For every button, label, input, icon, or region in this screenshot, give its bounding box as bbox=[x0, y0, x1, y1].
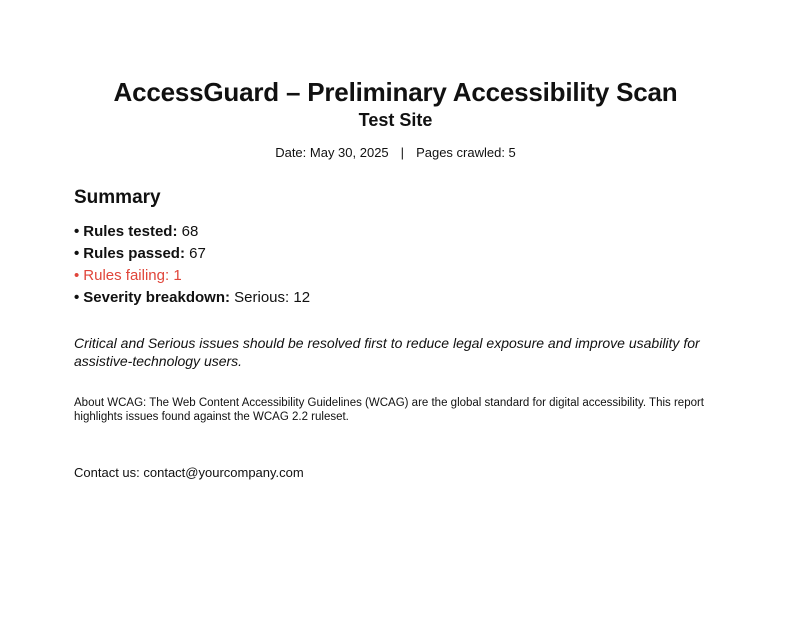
scan-date: Date: May 30, 2025 bbox=[275, 145, 389, 160]
summary-item-rules-failing bbox=[74, 265, 310, 287]
summary-item-label: Severity breakdown: bbox=[83, 289, 230, 306]
summary-item-value: 67 bbox=[189, 245, 206, 262]
summary-item-value: Serious: 12 bbox=[234, 289, 311, 306]
summary-item-label: Rules failing: bbox=[83, 267, 170, 284]
site-name: Test Site bbox=[358, 110, 433, 130]
bullet-icon: • bbox=[74, 289, 80, 306]
summary-item-rules-tested bbox=[74, 221, 310, 243]
page-title: AccessGuard – Preliminary Accessibility Scan bbox=[113, 77, 678, 107]
bullet-icon: • bbox=[74, 223, 80, 240]
summary-item-severity bbox=[74, 287, 310, 309]
bullet-icon: • bbox=[74, 267, 80, 284]
summary-heading: Summary bbox=[74, 187, 161, 208]
priority-note: Critical and Serious issues should be resolved first to reduce legal exposure and improve usability for assistive-technology users. bbox=[74, 335, 700, 369]
about-wcag: About WCAG: The Web Content Accessibility Guidelines (WCAG) are the global standard for digital accessibility. This report highlights issues found against the WCAG 2.2 ruleset. bbox=[74, 397, 705, 423]
report-meta bbox=[0, 144, 791, 162]
summary-item-label: Rules tested: bbox=[83, 223, 178, 240]
pages-crawled: Pages crawled: 5 bbox=[416, 145, 516, 160]
summary-list bbox=[74, 221, 310, 309]
summary-item-value: 68 bbox=[181, 223, 199, 240]
summary-item-label: Rules passed: bbox=[83, 245, 185, 262]
summary-item-rules-passed bbox=[74, 243, 310, 265]
contact-line: Contact us: contact@yourcompany.com bbox=[74, 465, 304, 480]
bullet-icon: • bbox=[74, 245, 80, 262]
meta-separator: | bbox=[400, 145, 405, 160]
summary-item-value: 1 bbox=[173, 267, 182, 284]
